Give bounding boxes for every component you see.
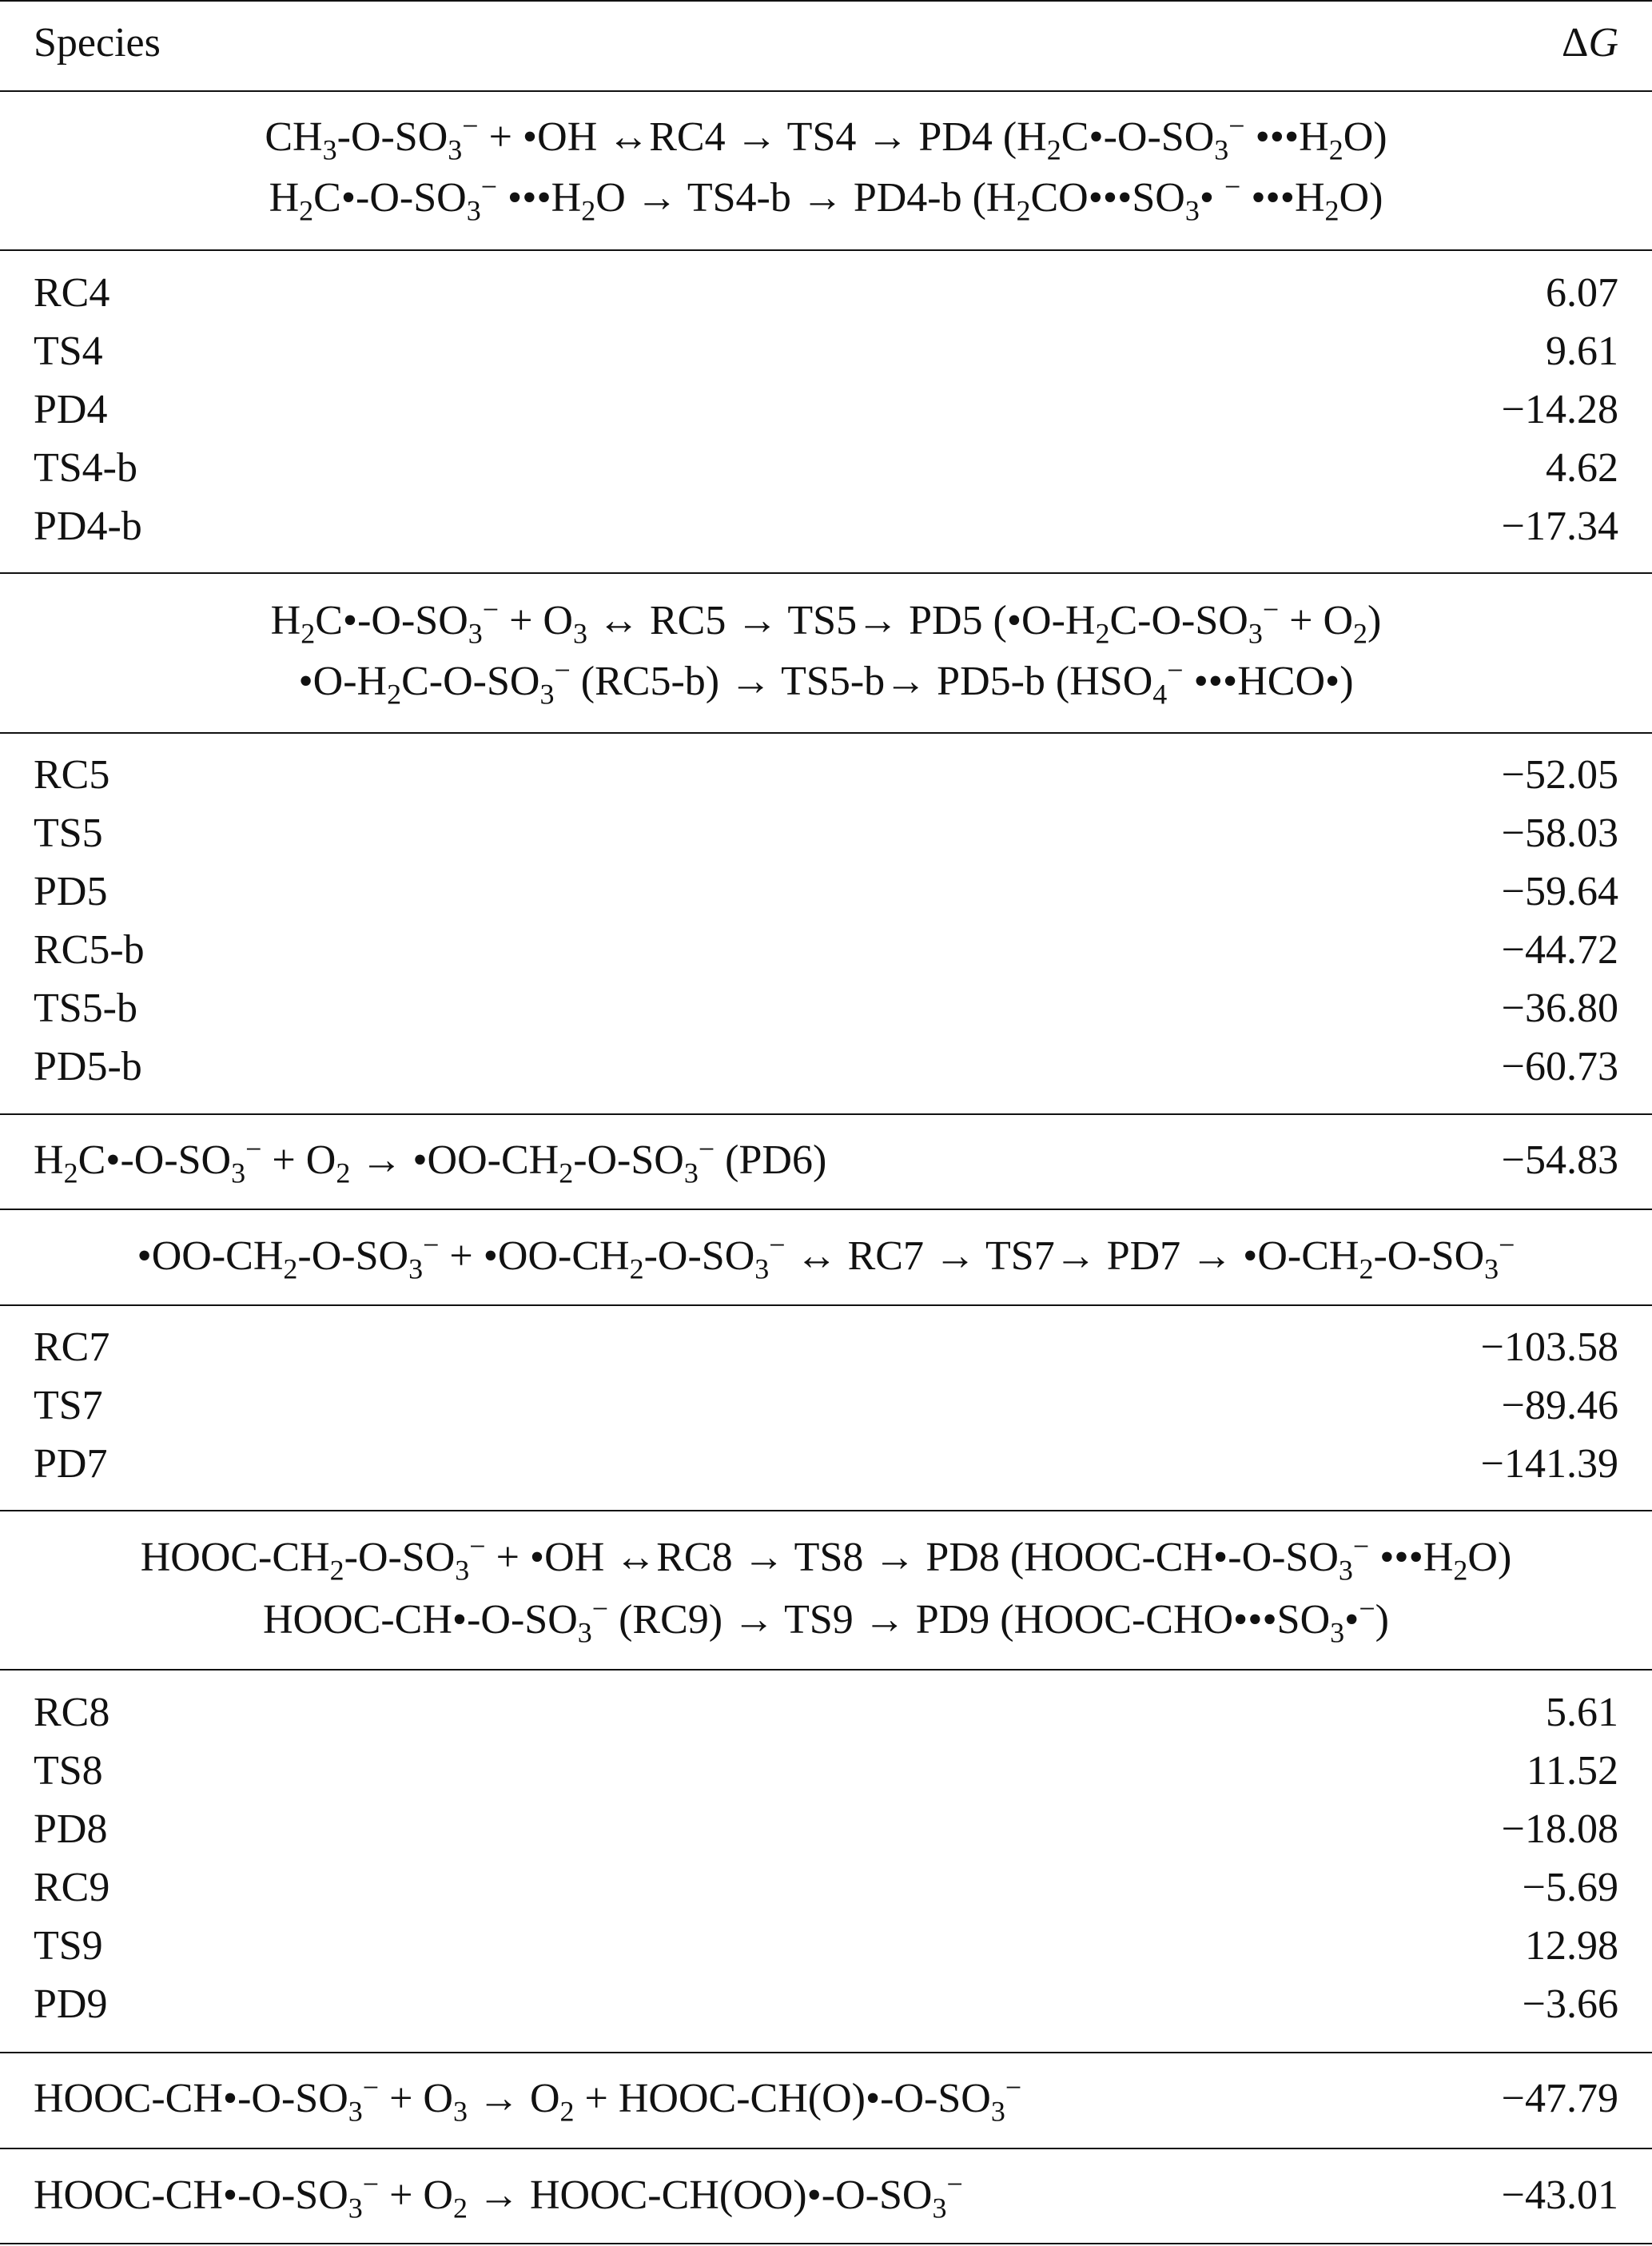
species-cell: PD5-b <box>34 1044 142 1089</box>
table-row <box>0 804 1652 862</box>
table-row <box>0 1858 1652 1917</box>
species-cell: PD5 <box>34 869 108 914</box>
table-row <box>0 322 1652 380</box>
species-cell: TS5-b <box>34 986 137 1031</box>
dg-cell: −52.05 <box>1501 752 1618 798</box>
table-row <box>0 2148 1652 2244</box>
species-cell: PD8 <box>34 1806 108 1852</box>
table-row <box>0 439 1652 497</box>
dg-cell: −60.73 <box>1501 1044 1618 1089</box>
table-row <box>0 1742 1652 1800</box>
species-cell: TS4-b <box>34 445 137 491</box>
dg-cell: −43.01 <box>1501 2172 1618 2218</box>
table-row <box>0 746 1652 804</box>
header-rule <box>0 90 1652 92</box>
dg-cell: −47.79 <box>1501 2076 1618 2121</box>
dg-cell: −44.72 <box>1501 927 1618 973</box>
species-cell: TS7 <box>34 1383 103 1428</box>
section-2-top-rule <box>0 572 1652 574</box>
table-row <box>0 1318 1652 1376</box>
section-2-rule <box>0 732 1652 734</box>
reaction-cell: $•OO-CH_2-O-SO_3^-$ + $•OO-CH_2-O-SO_3^-$ ↔ $RC7 \to TS7\to PD7 \to •O-CH_2-O-SO_3^-$ <box>137 1229 1515 1285</box>
dg-cell: −14.28 <box>1501 387 1618 432</box>
dg-cell: −18.08 <box>1501 1806 1618 1852</box>
header-delta-g: ΔG <box>1561 20 1618 66</box>
section-5-top-rule <box>0 1510 1652 1511</box>
dg-cell: 5.61 <box>1546 1690 1618 1735</box>
dg-cell: −36.80 <box>1501 986 1618 1031</box>
species-cell: PD4-b <box>34 504 142 549</box>
table-row <box>0 380 1652 439</box>
section-4-rule <box>0 1304 1652 1306</box>
dg-cell: 6.07 <box>1546 270 1618 316</box>
table-row <box>0 1683 1652 1742</box>
species-cell: RC8 <box>34 1690 110 1735</box>
section-5-rule <box>0 1669 1652 1671</box>
table-row <box>0 862 1652 921</box>
top-rule <box>0 0 1652 2</box>
species-cell: TS4 <box>34 329 103 374</box>
dg-cell: −3.66 <box>1522 1981 1618 2027</box>
section-4-equation <box>0 1209 1652 1304</box>
species-cell: PD7 <box>34 1441 108 1487</box>
species-cell: RC4 <box>34 270 110 316</box>
dg-cell: 9.61 <box>1546 329 1618 374</box>
dg-cell: −5.69 <box>1522 1865 1618 1910</box>
dg-cell: 4.62 <box>1546 445 1618 491</box>
table-row <box>0 979 1652 1037</box>
species-cell: PD9 <box>34 1981 108 2027</box>
reaction-cell: HOOC-$CH•-O-SO_3^- + O_3 \to O_2$ + HOOC-$CH(O)•-O-SO_3^-$ <box>34 2071 1022 2128</box>
species-cell: RC5 <box>34 752 110 798</box>
section-2-equation-2: $•O-H_2C-O-SO_3^-$ (RC5-b) → TS5-b→ PD5-b ($HSO_4^-$ •••HCO•) <box>298 654 1354 711</box>
reaction-cell: HOOC-$CH•-O-SO_3^- + O_2$ → HOOC-$CH(OO)•-O-SO_3^-$ <box>34 2168 963 2224</box>
species-cell: PD4 <box>34 387 108 432</box>
dg-cell: −58.03 <box>1501 810 1618 856</box>
section-2-equation-1: $H_2C•-O-SO_3^- + O_3$ ↔ RC5 → TS5→ PD5 $(•O-H_2C-O-SO_3^- + O_2)$ <box>270 593 1382 650</box>
dg-cell: −141.39 <box>1480 1441 1618 1487</box>
table-row <box>0 1376 1652 1435</box>
table-row <box>0 1435 1652 1493</box>
dg-cell: 12.98 <box>1525 1923 1618 1969</box>
reaction-cell: $H_2C•-O-SO_3^- + O_2$ → $•OO-CH_2-O-SO_3^-$ (PD6) <box>34 1133 827 1189</box>
section-1-equation-1: $CH_3-O-SO_3^-$ + •OH ↔RC4 → TS4 → PD4 ($H_2C•-O-SO_3^-$ $•••H_2O$) <box>265 110 1387 166</box>
bottom-rule <box>0 2243 1652 2244</box>
dg-cell: 11.52 <box>1526 1748 1618 1794</box>
section-1-equation-2: $H_2C•-O-SO_3^-$ $•••H_2O \to TS4-b \to PD4-b$ ($H_2CO•••SO_3•$ − $•••H_2O$) <box>269 170 1383 227</box>
species-cell: RC7 <box>34 1324 110 1370</box>
table-row <box>0 1917 1652 1975</box>
table-row <box>0 921 1652 979</box>
species-cell: RC5-b <box>34 927 145 973</box>
table-row <box>0 2052 1652 2146</box>
section-5-equation-2: HOOC-$CH•-O-SO_3^-$ (RC9) → TS9 → PD9 $(HOOC-CHO•••SO_3•^-)$ <box>262 1592 1389 1649</box>
table-row <box>0 1800 1652 1858</box>
species-cell: TS8 <box>34 1748 103 1794</box>
table-row <box>0 1975 1652 2033</box>
species-cell: TS5 <box>34 810 103 856</box>
table-row <box>0 1113 1652 1208</box>
section-1-rule <box>0 249 1652 251</box>
dg-cell: −103.58 <box>1480 1324 1618 1370</box>
table-row <box>0 264 1652 322</box>
dg-cell: −54.83 <box>1501 1137 1618 1183</box>
dg-cell: −89.46 <box>1501 1383 1618 1428</box>
header-species: Species <box>34 20 161 66</box>
species-cell: RC9 <box>34 1865 110 1910</box>
section-5-equation-1: HOOC-$CH_2-O-SO_3^-$ + •OH ↔RC8 → TS8 → PD8 ($HOOC-CH•-O-SO_3^-$ $•••H_2O$) <box>140 1530 1512 1587</box>
table-row <box>0 1037 1652 1096</box>
dg-cell: −59.64 <box>1501 869 1618 914</box>
table-row <box>0 497 1652 556</box>
species-cell: TS9 <box>34 1923 103 1969</box>
dg-cell: −17.34 <box>1501 504 1618 549</box>
